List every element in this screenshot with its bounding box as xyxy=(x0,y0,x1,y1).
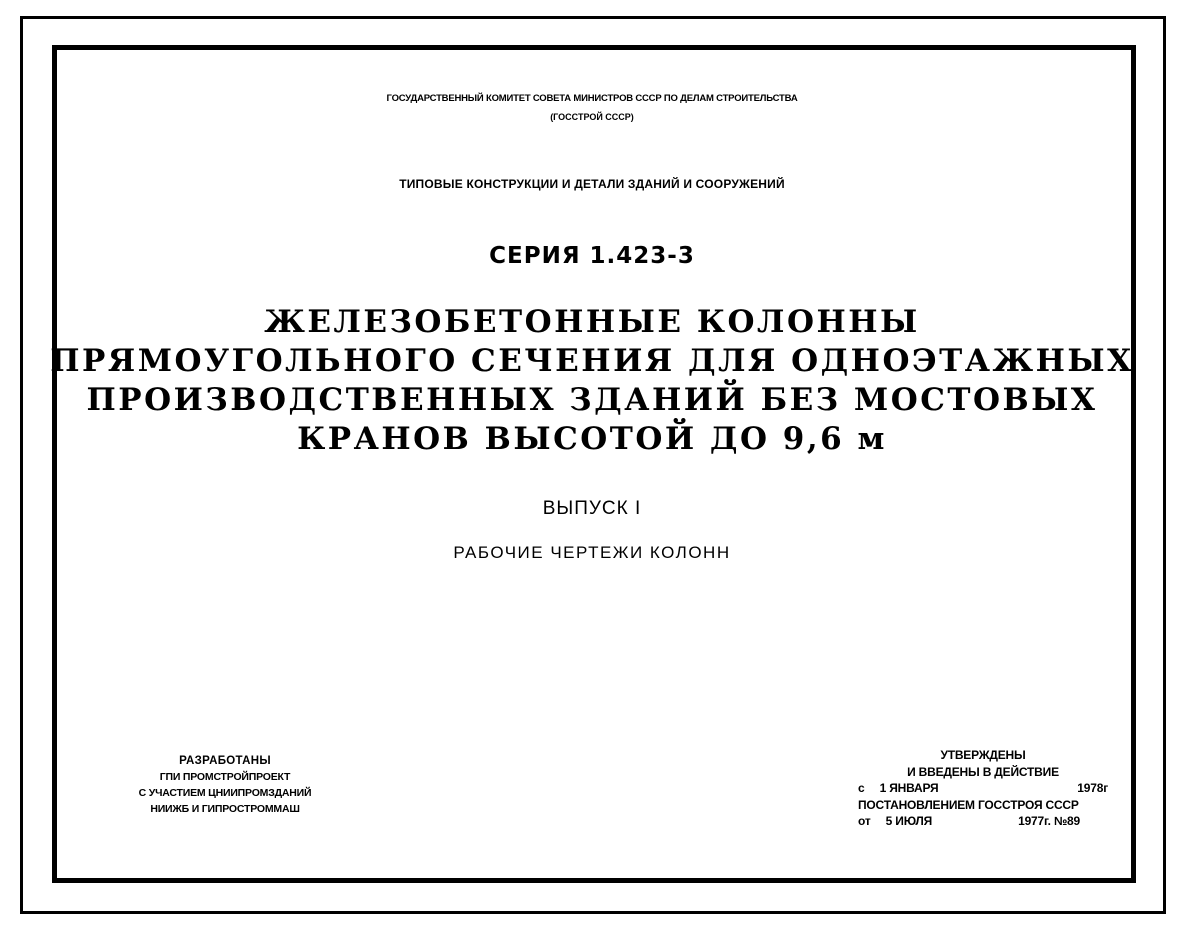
decree-number: 1977г. №89 xyxy=(1018,814,1080,828)
decree-date: 5 ИЮЛЯ xyxy=(885,814,933,828)
developed-line-3: НИИЖБ И ГИПРОСТРОММАШ xyxy=(150,803,300,815)
approved-block xyxy=(858,747,1108,830)
title-line-4: КРАНОВ ВЫСОТОЙ ДО 9,6 м xyxy=(297,421,887,457)
document-subtitle: РАБОЧИЕ ЧЕРТЕЖИ КОЛОНН xyxy=(453,543,731,562)
effective-year: 1978г xyxy=(1077,781,1108,795)
decree-date-row xyxy=(858,813,1108,830)
effective-prefix: с xyxy=(858,781,865,795)
effective-date: 1 ЯНВАРЯ xyxy=(879,781,939,795)
decree-line: ПОСТАНОВЛЕНИЕМ ГОССТРОЯ СССР xyxy=(858,797,1079,812)
developed-by-block xyxy=(135,753,315,817)
decree-prefix: от xyxy=(858,814,871,828)
approved-title: УТВЕРЖДЕНЫ xyxy=(940,748,1026,762)
title-line-2: ПРЯМОУГОЛЬНОГО СЕЧЕНИЯ ДЛЯ ОДНОЭТАЖНЫХ xyxy=(50,343,1134,379)
series-number: СЕРИЯ 1.423-3 xyxy=(489,243,695,269)
title-line-3: ПРОИЗВОДСТВЕННЫХ ЗДАНИЙ БЕЗ МОСТОВЫХ xyxy=(86,382,1098,418)
approved-line-1: И ВВЕДЕНЫ В ДЕЙСТВИЕ xyxy=(907,764,1059,779)
developed-line-1: ГПИ ПРОМСТРОЙПРОЕКТ xyxy=(159,771,291,783)
developed-title: РАЗРАБОТАНЫ xyxy=(179,755,271,767)
issue-label: ВЫПУСК I xyxy=(542,498,642,519)
title-line-1: ЖЕЛЕЗОБЕТОННЫЕ КОЛОННЫ xyxy=(264,304,920,340)
committee-short-name: (ГОССТРОЙ СССР) xyxy=(550,112,634,122)
developed-line-2: С УЧАСТИЕМ ЦНИИПРОМЗДАНИЙ xyxy=(138,787,312,799)
category-heading: ТИПОВЫЕ КОНСТРУКЦИИ И ДЕТАЛИ ЗДАНИЙ И СООРУЖЕНИЙ xyxy=(399,177,785,191)
effective-date-row xyxy=(858,780,1108,797)
committee-name: ГОСУДАРСТВЕННЫЙ КОМИТЕТ СОВЕТА МИНИСТРОВ СССР ПО ДЕЛАМ СТРОИТЕЛЬСТВА xyxy=(386,93,798,104)
